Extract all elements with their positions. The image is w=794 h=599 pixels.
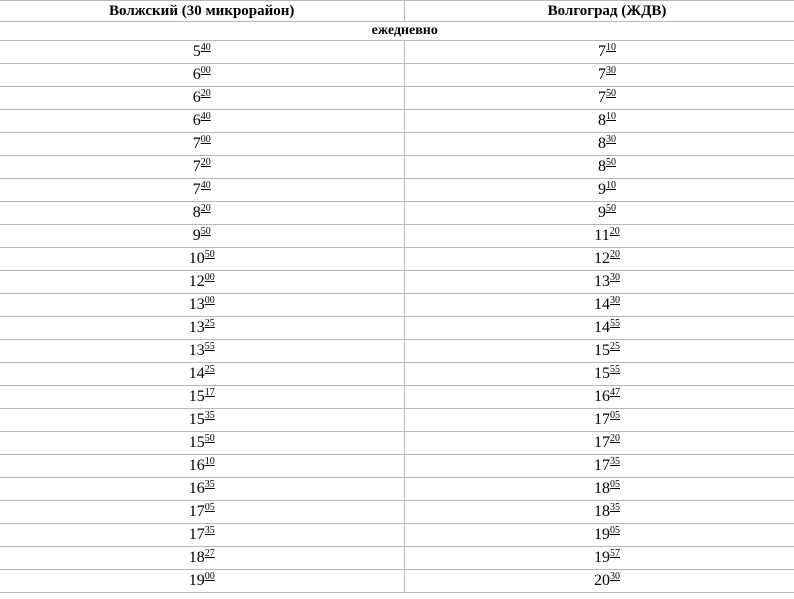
table-row [0,363,794,386]
departure-time [0,363,404,386]
departure-time-hours: 7 [192,158,201,175]
departure-time-hours: 17 [188,503,205,520]
table-row [0,294,794,317]
departure-time [0,455,404,478]
departure-time [0,317,404,340]
arrival-time-hours: 7 [598,43,606,60]
arrival-time-minutes: 10 [606,180,616,191]
table-row [0,432,794,455]
arrival-time-minutes: 35 [610,502,620,513]
departure-time-minutes: 50 [200,226,211,237]
departure-time-minutes: 00 [200,134,211,145]
departure-time-hours: 18 [188,549,205,566]
departure-time-minutes: 00 [204,272,215,283]
departure-time-minutes: 20 [200,203,211,214]
departure-time [0,432,404,455]
arrival-time-hours: 12 [594,250,610,267]
arrival-time-hours: 17 [594,411,610,428]
departure-time-hours: 16 [188,480,205,497]
arrival-time [404,547,794,570]
departure-time-hours: 13 [188,319,205,336]
header-departure: Волжский (30 микрорайон) [0,1,404,22]
departure-time [0,478,404,501]
arrival-time-hours: 13 [594,273,610,290]
arrival-time-minutes: 30 [606,134,616,145]
arrival-time-minutes: 10 [606,42,616,53]
departure-time-minutes: 17 [204,387,215,398]
arrival-time-hours: 7 [598,89,606,106]
departure-time-minutes: 25 [204,318,215,329]
departure-time [0,547,404,570]
arrival-time-hours: 15 [594,365,610,382]
arrival-time [404,294,794,317]
table-row [0,110,794,133]
arrival-time [404,87,794,110]
arrival-time-minutes: 35 [610,456,620,467]
arrival-time [404,570,794,593]
arrival-time-hours: 7 [598,66,606,83]
arrival-time-hours: 19 [594,549,610,566]
arrival-time-hours: 18 [594,480,610,497]
departure-time-hours: 15 [188,411,205,428]
arrival-time-minutes: 05 [610,479,620,490]
departure-time-hours: 15 [188,434,205,451]
header-arrival: Волгоград (ЖДВ) [404,1,794,22]
arrival-time-minutes: 20 [609,226,620,237]
departure-time [0,271,404,294]
arrival-time-hours: 8 [598,158,606,175]
departure-time [0,570,404,593]
departure-time [0,110,404,133]
departure-time-minutes: 00 [204,571,215,582]
arrival-time-hours: 9 [598,181,606,198]
arrival-time-minutes: 50 [606,157,616,168]
departure-time-hours: 14 [188,365,205,382]
departure-time-minutes: 20 [200,157,211,168]
departure-time-minutes: 20 [200,88,211,99]
arrival-time [404,202,794,225]
departure-time [0,248,404,271]
arrival-time-minutes: 20 [610,249,620,260]
table-row [0,41,794,64]
departure-time-minutes: 27 [204,548,215,559]
arrival-time-minutes: 55 [610,318,620,329]
table-row [0,409,794,432]
departure-time-hours: 17 [188,526,205,543]
departure-time-hours: 6 [192,66,201,83]
departure-time [0,501,404,524]
arrival-time [404,156,794,179]
arrival-time [404,271,794,294]
arrival-time [404,248,794,271]
arrival-time-minutes: 05 [610,525,620,536]
departure-time [0,225,404,248]
arrival-time-hours: 14 [594,296,610,313]
departure-time [0,156,404,179]
arrival-time-minutes: 20 [610,433,620,444]
departure-time [0,340,404,363]
table-row [0,501,794,524]
arrival-time-minutes: 05 [610,410,620,421]
departure-time-hours: 8 [192,204,201,221]
header-row [0,1,794,22]
departure-time-minutes: 50 [204,249,215,260]
table-row [0,317,794,340]
arrival-time [404,317,794,340]
arrival-time-minutes: 30 [610,272,620,283]
table-row [0,340,794,363]
departure-time-hours: 5 [192,43,201,60]
departure-time-hours: 6 [192,89,201,106]
arrival-time-minutes: 30 [606,65,616,76]
arrival-time-hours: 17 [594,457,610,474]
departure-time-hours: 6 [192,112,201,129]
table-row [0,64,794,87]
departure-time-minutes: 40 [200,42,211,53]
arrival-time-hours: 16 [594,388,610,405]
arrival-time-hours: 15 [594,342,610,359]
arrival-time-minutes: 30 [610,571,620,582]
arrival-time [404,41,794,64]
arrival-time-hours: 11 [594,227,610,244]
departure-time-hours: 7 [192,181,201,198]
departure-time [0,133,404,156]
arrival-time-hours: 18 [594,503,610,520]
table-row [0,202,794,225]
departure-time [0,409,404,432]
departure-time-minutes: 10 [204,456,215,467]
departure-time-minutes: 50 [204,433,215,444]
table-row [0,547,794,570]
table-row [0,156,794,179]
arrival-time-hours: 19 [594,526,610,543]
departure-time-hours: 16 [188,457,205,474]
departure-time [0,294,404,317]
departure-time-minutes: 40 [200,111,211,122]
arrival-time-minutes: 50 [606,203,616,214]
departure-time [0,202,404,225]
departure-time-minutes: 35 [204,410,215,421]
departure-time-hours: 7 [192,135,201,152]
departure-time-minutes: 00 [200,65,211,76]
departure-time-minutes: 55 [204,341,215,352]
arrival-time [404,64,794,87]
daily-row [0,22,794,41]
arrival-time [404,409,794,432]
arrival-time [404,225,794,248]
departure-time [0,41,404,64]
table-row [0,271,794,294]
arrival-time-minutes: 10 [606,111,616,122]
departure-time-minutes: 35 [204,525,215,536]
table-row [0,87,794,110]
arrival-time [404,363,794,386]
departure-time-minutes: 25 [204,364,215,375]
arrival-time [404,501,794,524]
arrival-time-minutes: 50 [606,88,616,99]
arrival-time-hours: 8 [598,112,606,129]
daily-label: ежедневно [0,22,794,41]
table-row [0,179,794,202]
departure-time-hours: 10 [188,250,205,267]
departure-time-minutes: 00 [204,295,215,306]
departure-time-minutes: 35 [204,479,215,490]
arrival-time-hours: 8 [598,135,606,152]
table-row [0,248,794,271]
departure-time-hours: 12 [188,273,205,290]
arrival-time [404,340,794,363]
arrival-time [404,386,794,409]
arrival-time-minutes: 30 [610,295,620,306]
table-row [0,455,794,478]
departure-time [0,386,404,409]
arrival-time [404,133,794,156]
table-row [0,570,794,593]
departure-time-hours: 9 [192,227,201,244]
departure-time-minutes: 05 [204,502,215,513]
arrival-time [404,432,794,455]
departure-time-hours: 13 [188,342,205,359]
departure-time [0,64,404,87]
arrival-time [404,524,794,547]
arrival-time-minutes: 57 [610,548,620,559]
arrival-time [404,478,794,501]
arrival-time [404,110,794,133]
arrival-time-hours: 20 [594,572,610,589]
arrival-time-minutes: 55 [610,364,620,375]
table-row [0,225,794,248]
departure-time [0,524,404,547]
departure-time [0,179,404,202]
table-row [0,524,794,547]
departure-time-hours: 15 [188,388,205,405]
departure-time-hours: 13 [188,296,205,313]
arrival-time-hours: 17 [594,434,610,451]
arrival-time-minutes: 25 [610,341,620,352]
table-row [0,478,794,501]
arrival-time [404,455,794,478]
departure-time-minutes: 40 [200,180,211,191]
arrival-time-hours: 9 [598,204,606,221]
table-row [0,133,794,156]
table-row [0,386,794,409]
departure-time [0,87,404,110]
arrival-time-hours: 14 [594,319,610,336]
schedule-body [0,22,794,593]
arrival-time-minutes: 47 [610,387,620,398]
departure-time-hours: 19 [188,572,205,589]
arrival-time [404,179,794,202]
